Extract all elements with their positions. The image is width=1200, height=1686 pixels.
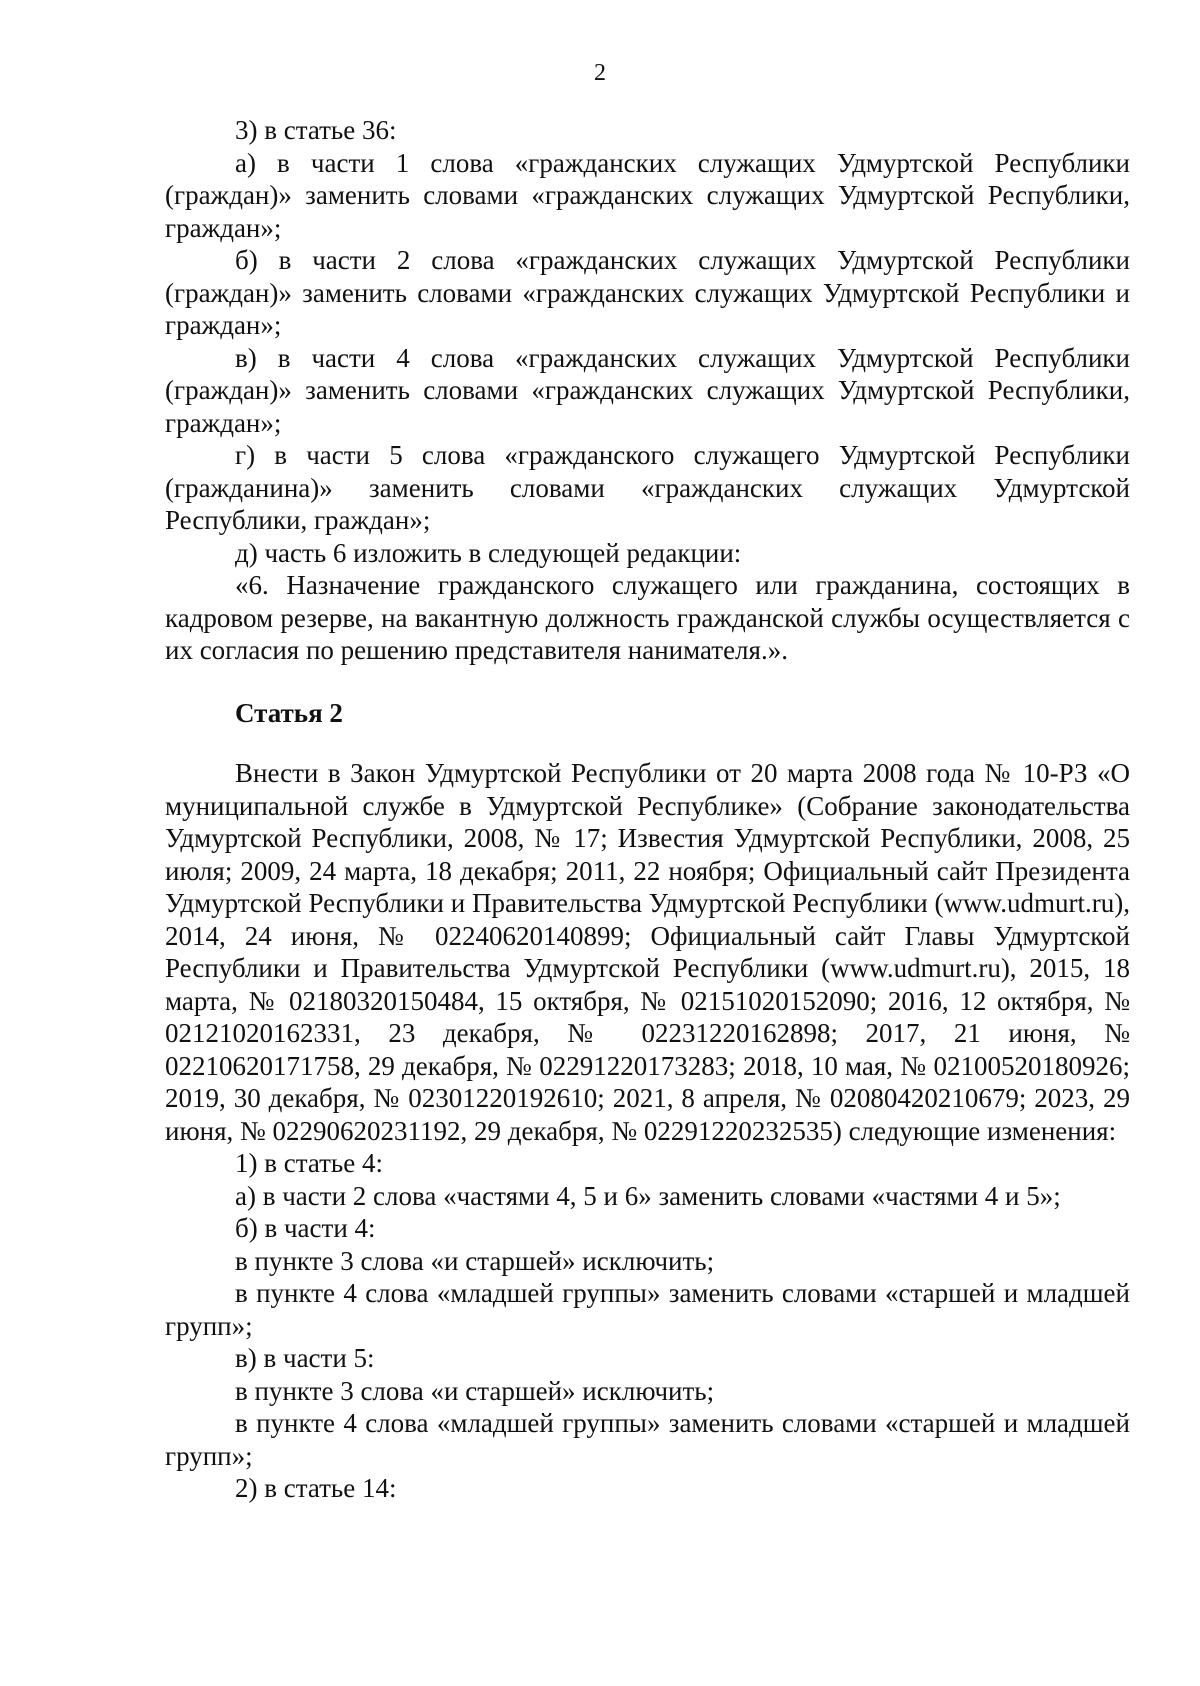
paragraph: в пункте 4 слова «младшей группы» заменить словами «старшей и младшей групп»; [165, 1408, 1130, 1471]
page-number: 2 [594, 60, 606, 86]
paragraph: 1) в статье 4: [235, 1148, 383, 1178]
paragraph: г) в части 5 слова «гражданского служащего Удмуртской Республики (гражданина)» заменить словами «гражданских служащих Удмуртской Республики, граждан»; [165, 440, 1130, 535]
paragraph: д) часть 6 изложить в следующей редакции: [235, 537, 742, 568]
paragraph: в пункте 3 слова «и старшей» исключить; [235, 1375, 715, 1406]
paragraph: в пункте 3 слова «и старшей» исключить; [235, 1245, 715, 1276]
paragraph: а) в части 1 слова «гражданских служащих Удмуртской Республики (граждан)» заменить словами «гражданских служащих Удмуртской Республики, граждан»; [165, 147, 1130, 243]
paragraph: Внести в Закон Удмуртской Республики от 20 марта 2008 года № 10-РЗ «О муниципальной службе в Удмуртской Республике» (Собрание законодательства Удмуртской Республики, 2008, № 17; Известия Удмуртской Республики, 2008, 25 июля; 2009, 24 марта, 18 декабря; 2011, 22 ноября; Официальный сайт Президента Удмуртской Республики и Правительства Удмуртской Республики (www.udmurt.ru), 2014, 24 июня, № 02240620140899; Официальный сайт Главы Удмуртской Республики и Правительства Удмуртской Республики (www.udmurt.ru), 2015, 18 марта, № 02180320150484, 15 октября, № 02151020152090; 2016, 12 октября, № 02121020162331, 23 декабря, № 02231220162898; 2017, 21 июня, № 02210620171758, 29 декабря, № 02291220173283; 2018, 10 мая, № 02100520180926; 2019, 30 декабря, № 02301220192610; 2021, 8 апреля, № 02080420210679; 2023, 29 июня, № 02290620231192, 29 декабря, № 02291220232535) следующие изменения: [165, 758, 1130, 1146]
paragraph: б) в части 4: [235, 1213, 376, 1243]
paragraph: а) в части 2 слова «частями 4, 5 и 6» заменить словами «частями 4 и 5»; [235, 1180, 1061, 1211]
article-heading: Статья 2 [235, 697, 343, 728]
paragraph: в) в части 4 слова «гражданских служащих Удмуртской Республики (граждан)» заменить словами «гражданских служащих Удмуртской Республики, граждан»; [165, 342, 1130, 438]
document-body [165, 114, 1130, 1505]
paragraph: в) в части 5: [235, 1343, 375, 1373]
paragraph: б) в части 2 слова «гражданских служащих Удмуртской Республики (граждан)» заменить словами «гражданских служащих Удмуртской Республики и граждан»; [165, 245, 1130, 340]
paragraph: 3) в статье 36: [235, 115, 397, 145]
paragraph: 2) в статье 14: [235, 1473, 397, 1503]
paragraph: в пункте 4 слова «младшей группы» заменить словами «старшей и младшей групп»; [165, 1278, 1130, 1341]
paragraph: «6. Назначение гражданского служащего или гражданина, состоящих в кадровом резерве, на вакантную должность гражданской службы осуществляется с их согласия по решению представителя нанимателя.». [165, 570, 1130, 665]
